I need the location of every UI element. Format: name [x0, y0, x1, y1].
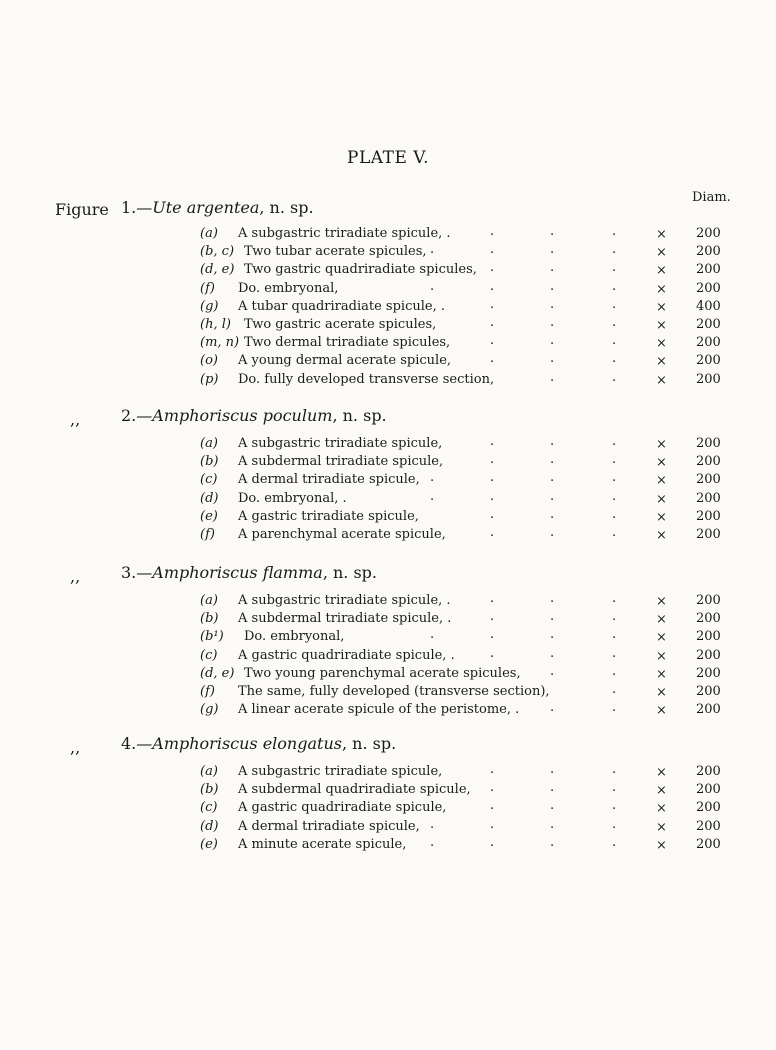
- diameter-value: 200: [696, 684, 721, 699]
- times-sign: ×: [656, 372, 667, 388]
- species-suffix: , n. sp.: [322, 563, 377, 582]
- times-sign: ×: [656, 666, 667, 682]
- diameter-value: 200: [696, 818, 721, 834]
- leader-dot: .: [612, 525, 617, 540]
- leader-dot: .: [490, 260, 495, 276]
- item-description: A dermal triradiate spicule,: [238, 818, 420, 834]
- diameter-value: 200: [696, 244, 721, 260]
- figure-heading: [121, 406, 387, 425]
- times-sign: ×: [656, 455, 667, 471]
- leader-dot: .: [612, 780, 617, 796]
- leader-dot: .: [612, 700, 617, 716]
- leader-dot: .: [550, 525, 555, 540]
- leader-dot: .: [490, 645, 495, 661]
- leader-dot: .: [430, 242, 435, 258]
- times-sign: ×: [656, 336, 667, 352]
- item-letter: (b): [200, 611, 219, 627]
- times-sign: ×: [656, 685, 667, 700]
- times-sign: ×: [656, 630, 667, 646]
- ditto-mark: ,,: [70, 410, 81, 429]
- times-sign: ×: [656, 473, 667, 489]
- leader-dot: .: [550, 700, 555, 716]
- diameter-value: 200: [696, 436, 721, 451]
- item-description: A parenchymal acerate spicule,: [238, 527, 446, 542]
- item-description: A minute acerate spicule,: [238, 836, 407, 852]
- item-letter: (h, l): [200, 317, 231, 332]
- figure-number: 4.—: [121, 734, 153, 753]
- diameter-value: 200: [696, 280, 721, 296]
- leader-dot: .: [490, 525, 495, 540]
- leader-dot: .: [490, 242, 495, 258]
- item-letter: (e): [200, 508, 218, 524]
- leader-dot: .: [612, 645, 617, 661]
- item-description: A gastric triradiate spicule,: [238, 508, 419, 524]
- item-letter: (a): [200, 593, 218, 608]
- times-sign: ×: [656, 801, 667, 817]
- leader-dot: .: [430, 278, 435, 294]
- leader-dot: .: [430, 470, 435, 486]
- diameter-value: 200: [696, 335, 721, 351]
- species-name: Ute argentea: [152, 198, 260, 217]
- item-letter: (c): [200, 472, 218, 488]
- times-sign: ×: [656, 318, 667, 333]
- leader-dot: .: [550, 591, 555, 606]
- times-sign: ×: [656, 281, 667, 297]
- times-sign: ×: [656, 783, 667, 799]
- item-description: Two young parenchymal acerate spicules,: [244, 665, 521, 681]
- figure-heading: [121, 734, 396, 753]
- leader-dot: .: [550, 816, 555, 832]
- diameter-value: 200: [696, 764, 721, 779]
- leader-dot: .: [490, 333, 495, 349]
- times-sign: ×: [656, 612, 667, 628]
- leader-dot: .: [490, 591, 495, 606]
- leader-dot: .: [430, 834, 435, 850]
- item-description: The same, fully developed (transverse section),: [238, 684, 550, 699]
- leader-dot: .: [612, 242, 617, 258]
- item-letter: (f): [200, 684, 215, 699]
- diameter-value: 200: [696, 472, 721, 488]
- leader-dot: .: [612, 663, 617, 679]
- times-sign: ×: [656, 299, 667, 315]
- times-sign: ×: [656, 437, 667, 452]
- times-sign: ×: [656, 245, 667, 261]
- ditto-mark: ,,: [70, 738, 81, 757]
- leader-dot: .: [490, 762, 495, 777]
- item-description: Do. embryonal,: [244, 629, 345, 645]
- item-description: A young dermal acerate spicule,: [238, 353, 452, 369]
- leader-dot: .: [550, 488, 555, 504]
- diameter-value: 200: [696, 647, 721, 663]
- diameter-value: 200: [696, 527, 721, 542]
- leader-dot: .: [550, 663, 555, 679]
- item-description: A subdermal quadriradiate spicule,: [238, 782, 471, 798]
- leader-dot: .: [612, 506, 617, 522]
- times-sign: ×: [656, 354, 667, 370]
- item-letter: (a): [200, 436, 218, 451]
- item-letter: (c): [200, 800, 218, 816]
- item-letter: (e): [200, 836, 218, 852]
- times-sign: ×: [656, 819, 667, 835]
- leader-dot: .: [612, 609, 617, 625]
- item-letter: (m, n): [200, 335, 240, 351]
- item-letter: (b): [200, 454, 219, 470]
- figure-heading: [121, 198, 314, 217]
- leader-dot: .: [550, 780, 555, 796]
- leader-dot: .: [612, 224, 617, 239]
- leader-dot: .: [612, 762, 617, 777]
- item-letter: (o): [200, 353, 218, 369]
- times-sign: ×: [656, 227, 667, 242]
- leader-dot: .: [490, 609, 495, 625]
- leader-dot: .: [612, 260, 617, 276]
- item-letter: (a): [200, 226, 218, 241]
- leader-dot: .: [550, 278, 555, 294]
- leader-dot: .: [430, 816, 435, 832]
- leader-dot: .: [490, 452, 495, 468]
- leader-dot: .: [550, 609, 555, 625]
- leader-dot: .: [490, 434, 495, 449]
- species-name: Amphoriscus flamma: [152, 563, 323, 582]
- times-sign: ×: [656, 837, 667, 853]
- item-description: Do. fully developed transverse section,: [238, 371, 495, 387]
- times-sign: ×: [656, 528, 667, 543]
- leader-dot: .: [490, 278, 495, 294]
- item-description: Two dermal triradiate spicules,: [244, 335, 451, 351]
- leader-dot: .: [612, 434, 617, 449]
- item-letter: (f): [200, 527, 215, 542]
- leader-dot: .: [612, 798, 617, 814]
- figure-label: Figure: [55, 200, 109, 219]
- item-description: A linear acerate spicule of the peristome, .: [238, 702, 520, 718]
- leader-dot: .: [612, 816, 617, 832]
- leader-dot: .: [612, 627, 617, 643]
- leader-dot: .: [550, 351, 555, 367]
- diameter-column-header: Diam.: [692, 190, 731, 205]
- item-letter: (b): [200, 782, 219, 798]
- times-sign: ×: [656, 594, 667, 609]
- item-letter: (d, e): [200, 262, 235, 278]
- item-description: A dermal triradiate spicule,: [238, 472, 420, 488]
- item-letter: (g): [200, 298, 219, 314]
- diameter-value: 200: [696, 611, 721, 627]
- item-letter: (c): [200, 647, 218, 663]
- times-sign: ×: [656, 648, 667, 664]
- leader-dot: .: [490, 470, 495, 486]
- leader-dot: .: [490, 816, 495, 832]
- diameter-value: 200: [696, 454, 721, 470]
- item-description: Do. embryonal, .: [238, 490, 347, 506]
- item-letter: (b¹): [200, 629, 224, 645]
- item-letter: (d): [200, 490, 219, 506]
- item-description: A subgastric triradiate spicule,: [238, 436, 443, 451]
- species-suffix: , n. sp.: [259, 198, 314, 217]
- item-letter: (g): [200, 702, 219, 718]
- figure-number: 2.—: [121, 406, 153, 425]
- leader-dot: .: [612, 591, 617, 606]
- diameter-value: 200: [696, 702, 721, 718]
- item-letter: (a): [200, 764, 218, 779]
- leader-dot: .: [550, 470, 555, 486]
- leader-dot: .: [550, 434, 555, 449]
- figure-number: 1.—: [121, 198, 153, 217]
- leader-dot: .: [490, 780, 495, 796]
- leader-dot: .: [550, 645, 555, 661]
- item-description: A gastric quadriradiate spicule, .: [238, 647, 455, 663]
- species-suffix: , n. sp.: [332, 406, 387, 425]
- item-description: A gastric quadriradiate spicule,: [238, 800, 447, 816]
- leader-dot: .: [550, 627, 555, 643]
- item-description: Two tubar acerate spicules,: [244, 244, 427, 260]
- times-sign: ×: [656, 765, 667, 780]
- leader-dot: .: [550, 224, 555, 239]
- leader-dot: .: [490, 627, 495, 643]
- diameter-value: 400: [696, 298, 721, 314]
- leader-dot: .: [490, 488, 495, 504]
- leader-dot: .: [612, 682, 617, 697]
- diameter-value: 200: [696, 593, 721, 608]
- diameter-value: 200: [696, 836, 721, 852]
- leader-dot: .: [612, 315, 617, 330]
- item-description: A tubar quadriradiate spicule, .: [238, 298, 445, 314]
- species-name: Amphoriscus elongatus: [152, 734, 342, 753]
- item-description: A subgastric triradiate spicule, .: [238, 226, 451, 241]
- page-title: PLATE V.: [347, 148, 429, 168]
- leader-dot: .: [550, 242, 555, 258]
- item-description: Do. embryonal,: [238, 280, 339, 296]
- leader-dot: .: [490, 296, 495, 312]
- item-description: A subdermal triradiate spicule, .: [238, 611, 452, 627]
- times-sign: ×: [656, 263, 667, 279]
- leader-dot: .: [612, 369, 617, 385]
- leader-dot: .: [550, 369, 555, 385]
- species-name: Amphoriscus poculum: [152, 406, 333, 425]
- leader-dot: .: [490, 798, 495, 814]
- leader-dot: .: [550, 834, 555, 850]
- item-description: A subgastric triradiate spicule,: [238, 764, 443, 779]
- leader-dot: .: [612, 333, 617, 349]
- diameter-value: 200: [696, 629, 721, 645]
- leader-dot: .: [612, 278, 617, 294]
- diameter-value: 200: [696, 508, 721, 524]
- leader-dot: .: [490, 224, 495, 239]
- leader-dot: .: [550, 452, 555, 468]
- diameter-value: 200: [696, 262, 721, 278]
- leader-dot: .: [612, 296, 617, 312]
- leader-dot: .: [550, 296, 555, 312]
- species-suffix: , n. sp.: [341, 734, 397, 753]
- leader-dot: .: [490, 506, 495, 522]
- item-letter: (b, c): [200, 244, 235, 260]
- diameter-value: 200: [696, 226, 721, 241]
- leader-dot: .: [430, 488, 435, 504]
- item-description: A subgastric triradiate spicule, .: [238, 593, 451, 608]
- leader-dot: .: [550, 762, 555, 777]
- diameter-value: 200: [696, 353, 721, 369]
- leader-dot: .: [550, 315, 555, 330]
- item-letter: (d, e): [200, 665, 235, 681]
- diameter-value: 200: [696, 782, 721, 798]
- item-letter: (p): [200, 371, 219, 387]
- leader-dot: .: [612, 834, 617, 850]
- diameter-value: 200: [696, 665, 721, 681]
- leader-dot: .: [550, 506, 555, 522]
- ditto-mark: ,,: [70, 567, 81, 586]
- item-letter: (f): [200, 280, 215, 296]
- diameter-value: 200: [696, 800, 721, 816]
- leader-dot: .: [490, 315, 495, 330]
- times-sign: ×: [656, 509, 667, 525]
- leader-dot: .: [612, 488, 617, 504]
- leader-dot: .: [550, 333, 555, 349]
- diameter-value: 200: [696, 317, 721, 332]
- figure-heading: [121, 563, 377, 582]
- leader-dot: .: [612, 470, 617, 486]
- figure-number: 3.—: [121, 563, 153, 582]
- item-description: Two gastric quadriradiate spicules,: [244, 262, 477, 278]
- leader-dot: .: [430, 627, 435, 643]
- leader-dot: .: [550, 260, 555, 276]
- item-letter: (d): [200, 818, 219, 834]
- leader-dot: .: [490, 834, 495, 850]
- leader-dot: .: [612, 452, 617, 468]
- leader-dot: .: [612, 351, 617, 367]
- leader-dot: .: [550, 798, 555, 814]
- times-sign: ×: [656, 703, 667, 719]
- item-description: A subdermal triradiate spicule,: [238, 454, 444, 470]
- leader-dot: .: [490, 351, 495, 367]
- times-sign: ×: [656, 491, 667, 507]
- diameter-value: 200: [696, 490, 721, 506]
- diameter-value: 200: [696, 371, 721, 387]
- item-description: Two gastric acerate spicules,: [244, 317, 437, 332]
